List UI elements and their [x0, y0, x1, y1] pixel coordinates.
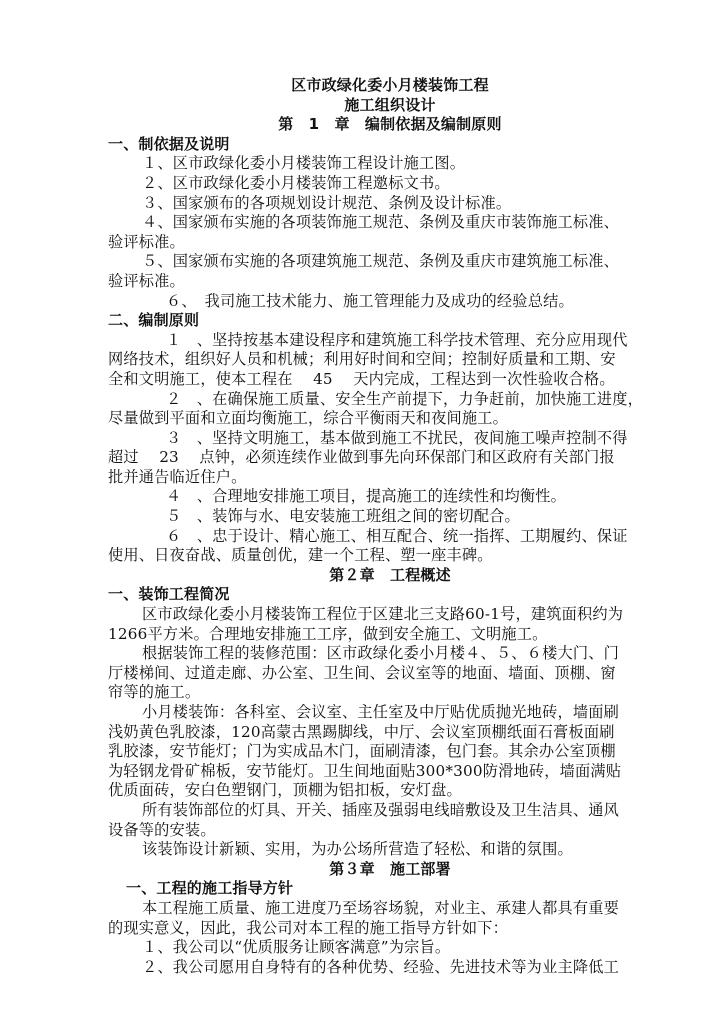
paragraph-line: 验评标准。 — [108, 271, 185, 290]
paragraph-line: 厅楼梯间、过道走廊、办公室、卫生间、会议室等的地面、墙面、顶棚、窗 — [108, 663, 616, 682]
paragraph-line: 乳胶漆，安节能灯；门为实成品木门，面刷清漆，包门套。其余办公室顶棚 — [108, 742, 616, 761]
paragraph-line: 设备等的安装。 — [108, 820, 216, 839]
paragraph-line: ６ 、忠于设计、精心施工、相互配合、统一指挥、工期履约、保证 — [166, 526, 628, 545]
section-heading-basis: 一、制依据及说明 — [108, 134, 230, 153]
section-heading-overview: 一、装饰工程简况 — [108, 585, 230, 604]
section-heading-principles: 二、编制原则 — [108, 311, 200, 330]
chapter-2-heading: 第２章 工程概述 — [329, 565, 451, 584]
paragraph-line: 该装饰设计新颖、实用，为办公场所营造了轻松、和谐的氛围。 — [142, 840, 573, 859]
paragraph-line: ２ 、在确保施工质量、安全生产前提下，力争赶前，加快施工进度， — [166, 389, 644, 408]
paragraph-line: 所有装饰部位的灯具、开关、插座及强弱电线暗敷设及卫生洁具、通风 — [142, 800, 620, 819]
paragraph-line: ３、国家颁布的各项规划设计规范、条例及设计标准。 — [142, 193, 512, 212]
paragraph-line: 为轻钢龙骨矿棉板，安节能灯。卫生间地面贴300*300防滑地砖，墙面满贴 — [108, 761, 622, 780]
paragraph-line: ２、我公司愿用自身特有的各种优势、经验、先进技术等为业主降低工 — [142, 957, 620, 976]
paragraph-line: １、区市政绿化委小月楼装饰工程设计施工图。 — [142, 154, 466, 173]
paragraph-line: ５、国家颁布实施的各项建筑施工规范、条例及重庆市建筑施工标准、 — [142, 252, 620, 271]
section-heading-guideline: 一、工程的施工指导方针 — [126, 879, 294, 898]
paragraph-line: 使用、日夜奋战、质量创优，建一个工程、塑一座丰碑。 — [108, 546, 493, 565]
paragraph-line: 根据装饰工程的装修范围：区市政绿化委小月楼４、５、６楼大门、门 — [142, 644, 620, 663]
paragraph-line: ６、 我司施工技术能力、施工管理能力及成功的经验总结。 — [166, 291, 574, 310]
document-page — [108, 76, 672, 977]
chapter-3-heading: 第３章 施工部署 — [329, 859, 451, 878]
paragraph-line: 浅奶黄色乳胶漆，120高蒙古黑踢脚线，中厅、会议室顶棚纸面石膏板面刷 — [108, 722, 615, 741]
paragraph-line: 帘等的施工。 — [108, 683, 201, 702]
document-title: 区市政绿化委小月楼装饰工程 — [291, 76, 489, 94]
paragraph-line: ４、国家颁布实施的各项装饰施工规范、条例及重庆市装饰施工标准、 — [142, 213, 620, 232]
paragraph-line: ２、区市政绿化委小月楼装饰工程邀标文书。 — [142, 173, 450, 192]
paragraph-line: １、我公司以“优质服务让顾客满意”为宗旨。 — [142, 938, 451, 957]
chapter-1-heading: 第 1 章 编制依据及编制原则 — [278, 115, 502, 134]
paragraph-line: 尽量做到平面和立面均衡施工，综合平衡雨天和夜间施工。 — [108, 409, 509, 428]
paragraph-line: ４ 、合理地安排施工项目，提高施工的连续性和均衡性。 — [166, 487, 567, 506]
paragraph-line: 小月楼装饰：各科室、会议室、主任室及中厅贴优质抛光地砖，墙面刷 — [142, 703, 620, 721]
paragraph-line: 全和文明施工，使本工程在 45 天内完成，工程达到一次性验收合格。 — [108, 369, 615, 388]
paragraph-line: 超过 23 点钟，必须连续作业做到事先向环保部门和区政府有关部门报 — [108, 448, 615, 467]
paragraph-line: １ 、坚持按基本建设程序和建筑施工科学技术管理、充分应用现代 — [166, 330, 628, 349]
paragraph-line: 区市政绿化委小月楼装饰工程位于区建北三支路60-1号，建筑面积约为 — [142, 605, 624, 624]
document-subtitle: 施工组织设计 — [344, 95, 436, 114]
paragraph-line: 批并通告临近住户。 — [108, 467, 247, 486]
paragraph-line: 优质面砖，安白色塑钢门，顶棚为铝扣板，安灯盘。 — [108, 781, 462, 800]
paragraph-line: 的现实意义，因此，我公司对本工程的施工指导方针如下： — [108, 918, 509, 937]
paragraph-line: 网络技术，组织好人员和机械；利用好时间和空间；控制好质量和工期、安 — [108, 350, 616, 369]
paragraph-line: 1266平方米。合理地安排施工工序，做到安全施工、文明施工。 — [108, 624, 548, 643]
paragraph-line: ３ 、坚持文明施工，基本做到施工不扰民，夜间施工噪声控制不得 — [166, 428, 628, 447]
paragraph-line: ５ 、装饰与水、电安装施工班组之间的密切配合。 — [166, 507, 520, 526]
paragraph-line: 验评标准。 — [108, 232, 185, 251]
paragraph-line: 本工程施工质量、施工进度乃至场容场貌，对业主、承建人都具有重要 — [142, 898, 620, 917]
